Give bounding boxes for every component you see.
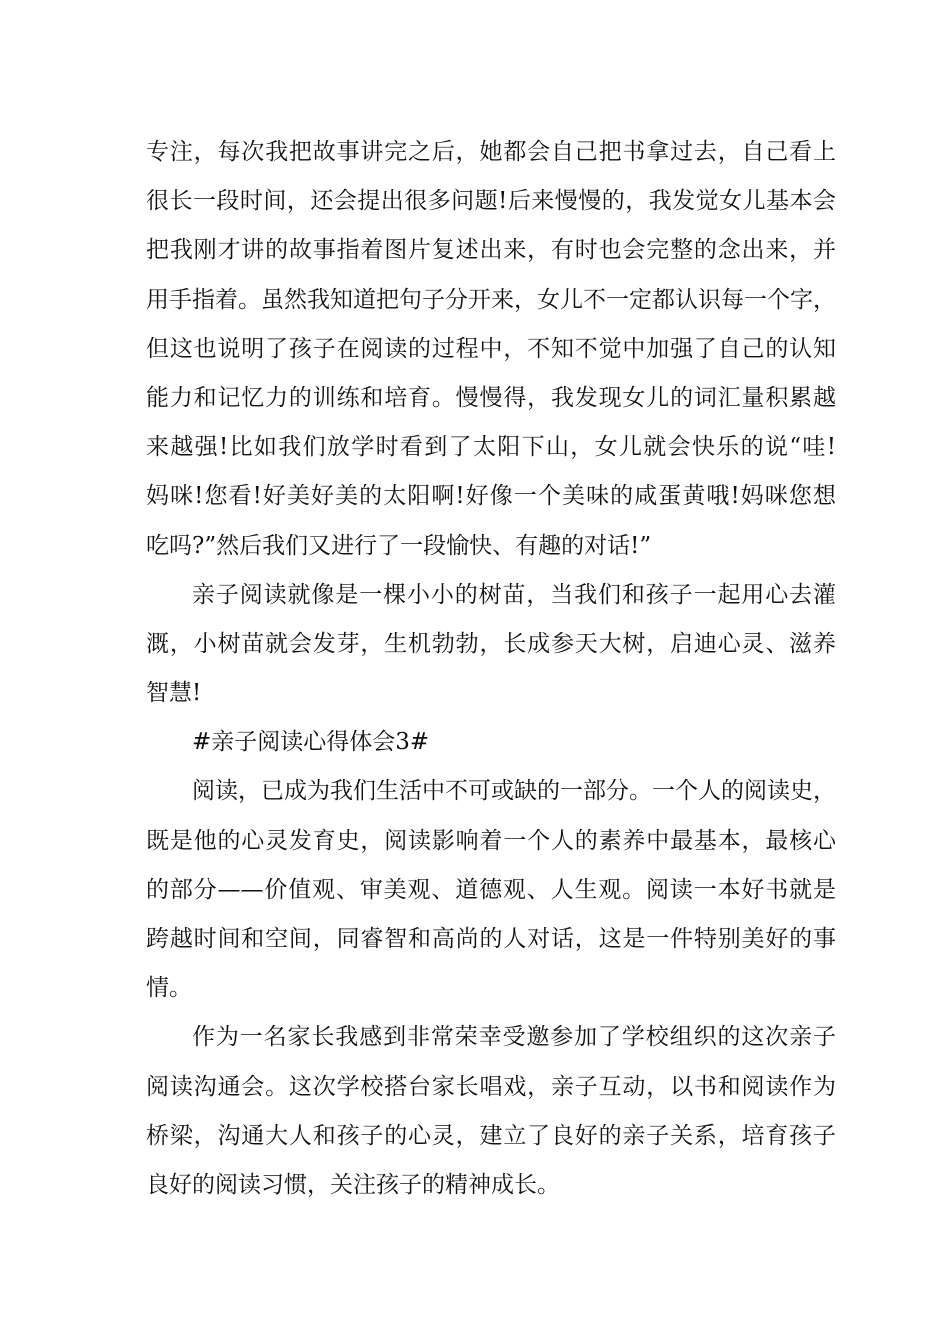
text-line: 阅读沟通会。这次学校搭台家长唱戏，亲子互动，以书和阅读作为 <box>146 1073 836 1100</box>
text-line: 溉，小树苗就会发芽，生机勃勃，长成参天大树，启迪心灵、滋养 <box>146 630 836 657</box>
paragraph <box>146 571 836 719</box>
text-line: 但这也说明了孩子在阅读的过程中，不知不觉中加强了自己的认知 <box>146 335 836 362</box>
text-line: 良好的阅读习惯，关注孩子的精神成长。 <box>146 1171 560 1198</box>
text-line: 能力和记忆力的训练和培育。慢慢得，我发现女儿的词汇量积累越 <box>146 384 836 411</box>
text-line: 既是他的心灵发育史，阅读影响着一个人的素养中最基本，最核心 <box>146 827 836 854</box>
text-line: 情。 <box>146 975 192 1002</box>
paragraph <box>146 1013 836 1210</box>
text-line: 的部分——价值观、审美观、道德观、人生观。阅读一本好书就是 <box>146 876 836 903</box>
text-line: 亲子阅读就像是一棵小小的树苗，当我们和孩子一起用心去灌 <box>192 581 836 608</box>
text-line: 作为一名家长我感到非常荣幸受邀参加了学校组织的这次亲子 <box>192 1024 836 1051</box>
text-line: 智慧! <box>146 680 202 707</box>
text-line: 桥梁，沟通大人和孩子的心灵，建立了良好的亲子关系，培育孩子 <box>146 1122 836 1149</box>
heading-text: #亲子阅读心得体会3# <box>192 729 430 756</box>
text-line: 跨越时间和空间，同睿智和高尚的人对话，这是一件特别美好的事 <box>146 926 836 952</box>
text-line: 很长一段时间，还会提出很多问题!后来慢慢的，我发觉女儿基本会 <box>146 188 836 215</box>
paragraph <box>146 128 836 571</box>
text-line: 吃吗?”然后我们又进行了一段愉快、有趣的对话!” <box>146 532 652 559</box>
text-line: 来越强!比如我们放学时看到了太阳下山，女儿就会快乐的说“哇! <box>146 434 836 461</box>
text-line: 用手指着。虽然我知道把句子分开来，女儿不一定都认识每一个字， <box>146 286 836 313</box>
paragraph <box>146 767 836 1013</box>
document-body <box>146 128 836 1210</box>
text-line: 把我刚才讲的故事指着图片复述出来，有时也会完整的念出来，并 <box>146 237 836 264</box>
section-heading <box>146 718 836 767</box>
text-line: 阅读，已成为我们生活中不可或缺的一部分。一个人的阅读史， <box>192 778 836 805</box>
text-line: 专注，每次我把故事讲完之后，她都会自己把书拿过去，自己看上 <box>146 139 836 165</box>
text-line: 妈咪!您看!好美好美的太阳啊!好像一个美味的咸蛋黄哦!妈咪您想 <box>146 483 836 510</box>
